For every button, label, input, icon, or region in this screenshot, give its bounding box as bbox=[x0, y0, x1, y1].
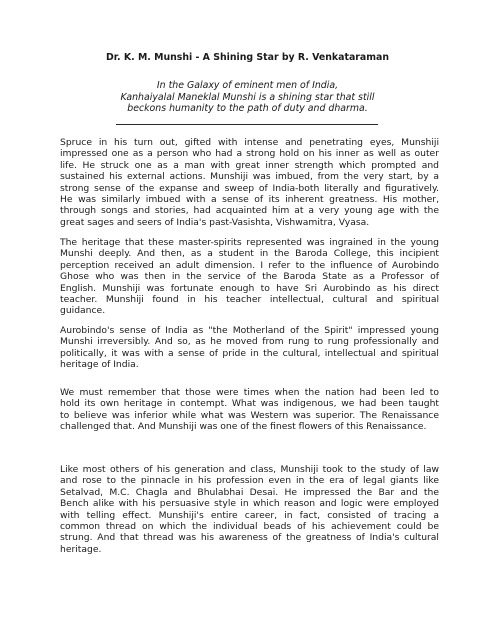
paragraph-line: politically, it was with a sense of pride in the cultural, intellectual and spiritual bbox=[60, 347, 439, 359]
paragraph-line: Setalvad, M.C. Chagla and Bhulabhai Desai. He impressed the Bar and the bbox=[60, 486, 439, 498]
paragraph-line: and rose to the pinnacle in his profession even in the era of legal giants like bbox=[60, 475, 439, 487]
paragraph-line: strong sense of the expanse and sweep of India-both literally and figuratively. bbox=[60, 182, 439, 194]
paragraph-line: Spruce in his turn out, gifted with intense and penetrating eyes, Munshiji bbox=[60, 137, 439, 148]
paragraph bbox=[60, 137, 439, 228]
epigraph-line: Kanhaiyalal Maneklal Munshi is a shining star that still bbox=[120, 91, 375, 103]
paragraph-line: through songs and stories, had acquainted him at a very young age with the bbox=[60, 205, 439, 217]
paragraph-line: great sages and seers of India's past-Vasishta, Vishwamitra, Vyasa. bbox=[60, 216, 370, 228]
paragraph-line: He was similarly imbued with a sense of its inherent greatness. His mother, bbox=[60, 194, 439, 206]
paragraph-line: to believe was inferior while what was Western was superior. The Renaissance bbox=[60, 409, 439, 421]
paragraph-line: teacher. Munshiji found in his teacher intellectual, cultural and spiritual bbox=[60, 294, 439, 306]
paragraph bbox=[60, 325, 439, 371]
epigraph-line: beckons humanity to the path of duty and dharma. bbox=[127, 103, 368, 115]
paragraph-line: life. He struck one as a man with great inner strength which prompted and bbox=[60, 159, 439, 171]
paragraph bbox=[60, 387, 439, 433]
paragraph-line: with telling effect. Munshiji's entire career, in fact, consisted of tracing a bbox=[60, 509, 439, 521]
paragraph-line: Like most others of his generation and class, Munshiji took to the study of law bbox=[60, 464, 439, 475]
paragraph-line: Munshi irreversibly. And so, as he moved from rung to rung professionally and bbox=[60, 336, 439, 348]
paragraph-line: sustained his external actions. Munshiji was imbued, from the very start, by a bbox=[60, 171, 439, 183]
paragraph-line: impressed one as a person who had a strong hold on his inner as well as outer bbox=[60, 148, 439, 160]
paragraph-line: The heritage that these master-spirits represented was ingrained in the young bbox=[60, 237, 439, 248]
paragraph-line: guidance. bbox=[60, 305, 106, 317]
paragraph-line: common thread on which the individual beads of his achievement could be bbox=[60, 521, 439, 533]
paragraph bbox=[60, 237, 439, 317]
epigraph-line: In the Galaxy of eminent men of India, bbox=[156, 80, 339, 91]
paragraph-line: Aurobindo's sense of India as "the Motherland of the Spirit" impressed young bbox=[60, 325, 439, 336]
paragraph-line: hold its own heritage in contempt. What was indigenous, we had been taught bbox=[60, 398, 439, 410]
paragraph bbox=[60, 464, 439, 555]
paragraph-line: Ghose who was then in the service of the Baroda State as a Professor of bbox=[60, 271, 439, 283]
paragraph-line: We must remember that those were times when the nation had been led to bbox=[60, 387, 439, 398]
paragraph-line: challenged that. And Munshiji was one of the finest flowers of this Renaissance. bbox=[60, 421, 427, 433]
paragraph-line: Munshi deeply. And then, as a student in the Baroda College, this incipient bbox=[60, 248, 439, 260]
paragraph-line: heritage of India. bbox=[60, 359, 139, 371]
paragraph-line: heritage. bbox=[60, 543, 102, 555]
horizontal-divider bbox=[116, 124, 378, 125]
paragraph-line: English. Munshiji was fortunate enough to have Sri Aurobindo as his direct bbox=[60, 282, 439, 294]
paragraph-line: strung. And that thread was his awareness of the greatness of India's cultural bbox=[60, 532, 439, 544]
epigraph bbox=[0, 80, 495, 115]
document-title: Dr. K. M. Munshi - A Shining Star by R. Venkataraman bbox=[105, 52, 389, 63]
paragraph-line: perception received an adult dimension. I refer to the influence of Aurobindo bbox=[60, 259, 439, 271]
paragraph-line: Bench alike with his persuasive style in which reason and logic were employed bbox=[60, 498, 439, 510]
